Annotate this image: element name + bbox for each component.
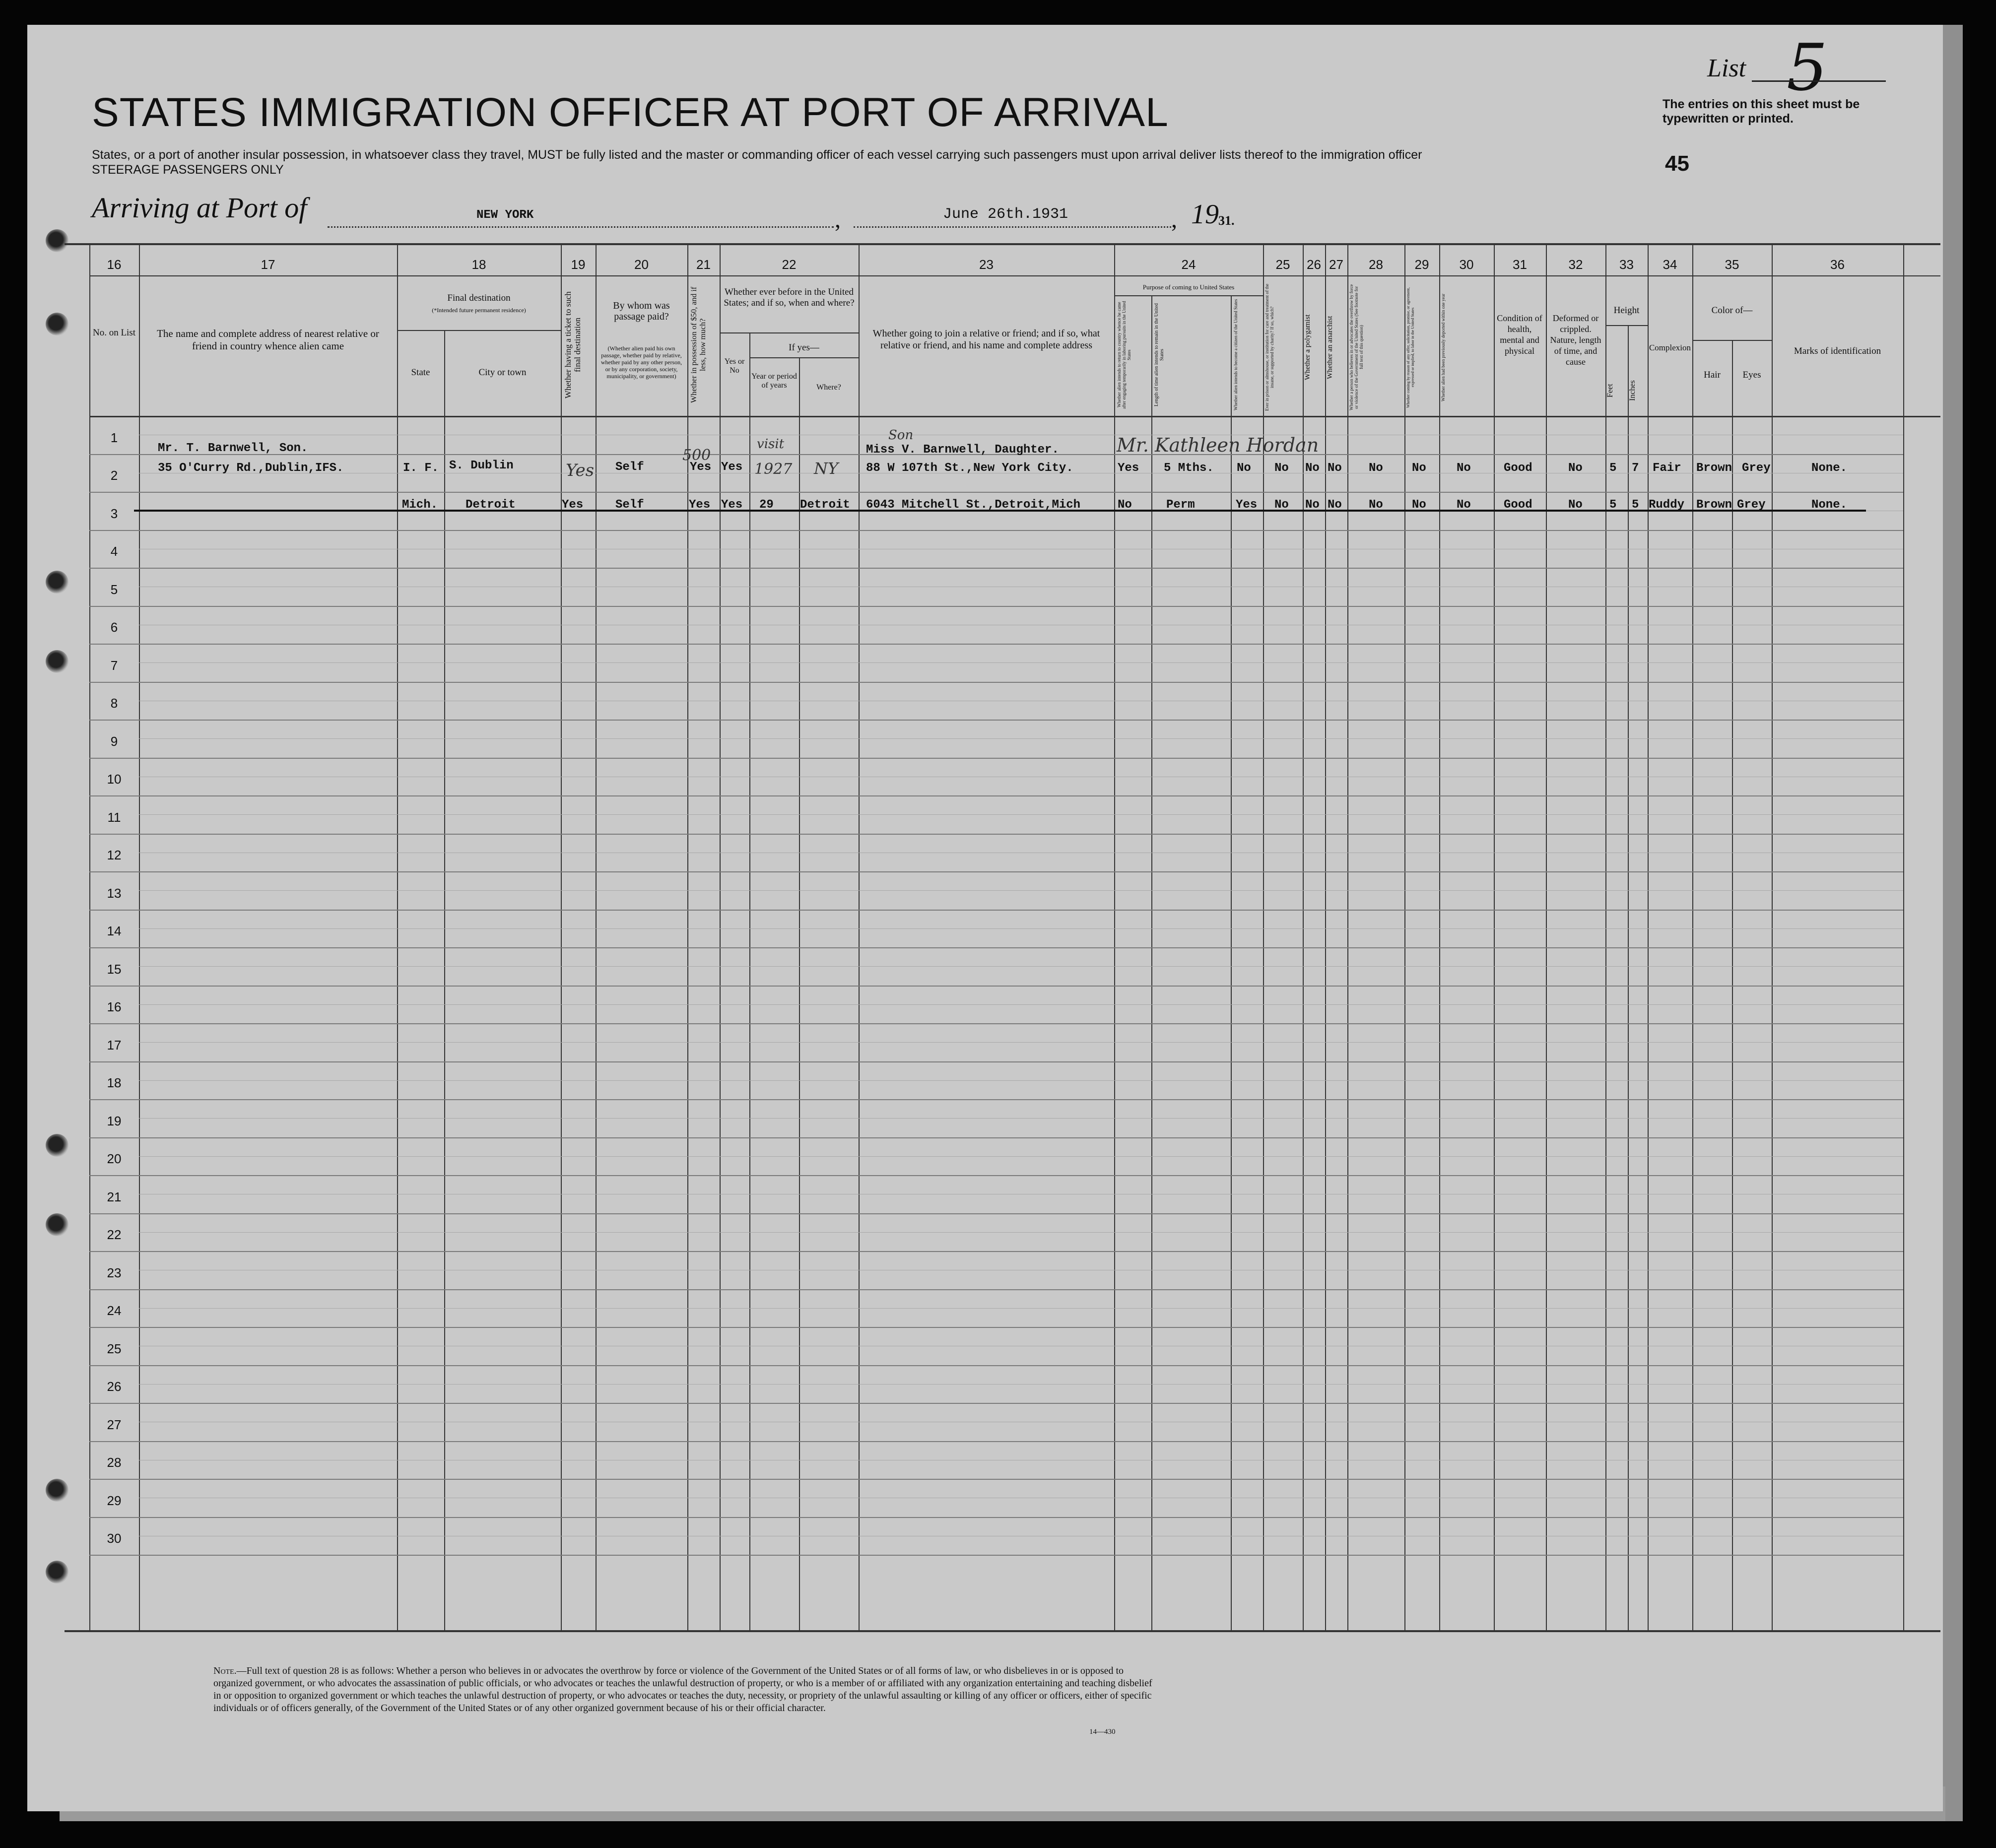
- header-marks: Marks of identification: [1794, 346, 1881, 356]
- header-bottom-rule: [89, 416, 1940, 417]
- row-mid-rule: [139, 1232, 1903, 1233]
- row-rule: [89, 1023, 1903, 1024]
- row-number: 7: [110, 658, 118, 673]
- row-number: 11: [107, 810, 121, 825]
- col-line: [1732, 340, 1733, 1630]
- colnum-25: 25: [1275, 257, 1290, 272]
- colnum-26: 26: [1307, 257, 1321, 272]
- row-number: 26: [107, 1379, 122, 1394]
- r1-feet: 5: [1609, 462, 1617, 475]
- header-overthrow: Whether a person who believes in or advocates the overthrow by force or violence of the Government of the United States (See footnote for full text of this question): [1349, 284, 1364, 411]
- r1-city: S. Dublin: [449, 459, 514, 472]
- colnum-32: 32: [1568, 257, 1583, 272]
- row-rule: [89, 720, 1903, 721]
- r1-state: I. F.: [403, 462, 439, 475]
- row-number: 27: [107, 1417, 122, 1432]
- r1-return: Yes: [1118, 462, 1139, 475]
- row-rule: [89, 795, 1903, 796]
- row-mid-rule: [139, 1118, 1903, 1119]
- r1-join-line2: 88 W 107th St.,New York City.: [866, 462, 1073, 475]
- binder-hole-icon: [46, 1561, 68, 1584]
- header-final-destination: Final destination: [447, 293, 511, 303]
- colnum-19: 19: [571, 257, 586, 272]
- header-color: Color of—: [1711, 305, 1753, 316]
- r1-inches: 7: [1632, 462, 1639, 475]
- r2-inches: 5: [1632, 498, 1639, 512]
- col-line: [1903, 243, 1904, 1630]
- col-line: [799, 357, 800, 1630]
- rule-height: [1605, 325, 1648, 326]
- colnum-16: 16: [107, 257, 122, 272]
- r1-money: Yes: [690, 461, 712, 474]
- port-line: [328, 226, 834, 228]
- r2-join-line1: 6043 Mitchell St.,Detroit,Mich: [866, 498, 1081, 512]
- instruction-text: States, or a port of another insular possession, in whatsoever class they travel, MUST be fully listed and the master or commanding officer of each vessel carrying such passengers must upon arrival deliver lists thereof to the immigration officer: [92, 148, 1422, 162]
- row-rule: [89, 1403, 1903, 1404]
- colnum-36: 36: [1830, 257, 1845, 272]
- r1-deformed: No: [1568, 462, 1583, 475]
- row-mid-rule: [139, 738, 1903, 739]
- header-ticket: Whether having a ticket to such final destination: [563, 291, 582, 398]
- col-line: [749, 332, 750, 1630]
- header-intends-return: Whether alien intends to return to country whence he came after engaging temporarily in laboring pursuits in the United States: [1117, 301, 1131, 409]
- row-number: 24: [107, 1303, 122, 1318]
- row-number: 10: [107, 772, 122, 787]
- header-height: Height: [1613, 305, 1640, 316]
- row-rule: [89, 1517, 1903, 1518]
- year-suffix: 31.: [1218, 213, 1235, 228]
- form-title: STATES IMMIGRATION OFFICER AT PORT OF ARRIVAL: [92, 90, 1169, 135]
- r2-where: Detroit: [800, 498, 850, 512]
- r1-polygamist: No: [1305, 462, 1320, 475]
- row-number: 14: [107, 924, 122, 938]
- header-passage-note: (Whether alien paid his own passage, whether paid by relative, whether paid by any other person, or by any corporation, society, municipality, or government): [600, 345, 682, 380]
- r1-overthrow: No: [1369, 462, 1383, 475]
- r1-year: 1927: [754, 461, 793, 478]
- header-eyes: Eyes: [1742, 370, 1761, 380]
- row-number: 21: [107, 1189, 122, 1204]
- row-number: 30: [107, 1531, 122, 1546]
- colnum-27: 27: [1329, 257, 1343, 272]
- list-underline: [1752, 80, 1886, 82]
- port-value: NEW YORK: [476, 208, 534, 222]
- footnote-label: Note.: [213, 1665, 237, 1676]
- row-rule: [89, 1061, 1903, 1062]
- colnum-29: 29: [1414, 257, 1429, 272]
- row-number: 13: [107, 886, 122, 901]
- row-rule: [89, 910, 1903, 911]
- row-rule: [89, 1441, 1903, 1442]
- colnum-34: 34: [1663, 257, 1677, 272]
- col-line: [1231, 295, 1232, 1630]
- row-mid-rule: [139, 1156, 1903, 1157]
- r1-complexion: Fair: [1653, 462, 1681, 475]
- row-rule: [89, 1327, 1903, 1328]
- row-rule: [89, 1175, 1903, 1176]
- header-anarchist: Whether an anarchist: [1326, 316, 1334, 379]
- row-number: 25: [107, 1341, 122, 1356]
- r1-deported: No: [1457, 462, 1471, 475]
- row-number: 5: [110, 582, 118, 597]
- binder-hole-icon: [46, 313, 68, 335]
- row-rule: [89, 1213, 1903, 1214]
- header-feet: Feet: [1606, 384, 1614, 398]
- arriving-label: Arriving at Port of: [92, 192, 307, 224]
- row-number: 20: [107, 1151, 122, 1166]
- colnum-31: 31: [1513, 257, 1527, 272]
- binder-hole-icon: [46, 571, 68, 594]
- colnum-17: 17: [261, 257, 275, 272]
- r2-year: 29: [759, 498, 774, 512]
- r2-deported: No: [1457, 498, 1471, 512]
- r2-ticket: Yes: [562, 498, 584, 512]
- r2-anarchist: No: [1328, 498, 1342, 512]
- steerage-label: STEERAGE PASSENGERS ONLY: [92, 163, 284, 177]
- r1-health: Good: [1504, 462, 1532, 475]
- row-rule: [89, 1289, 1903, 1290]
- header-polygamist: Whether a polygamist: [1304, 314, 1312, 381]
- colnum-21: 21: [696, 257, 711, 272]
- r2-deformed: No: [1568, 498, 1583, 512]
- header-length-stay: Length of time alien intends to remain in the United States: [1154, 303, 1165, 407]
- r2-city: Detroit: [466, 498, 516, 512]
- binder-hole-icon: [46, 650, 68, 673]
- row-rule: [89, 947, 1903, 948]
- r2-marks: None.: [1811, 498, 1848, 512]
- row-rule: [89, 758, 1903, 759]
- form-code: 14—430: [1089, 1728, 1116, 1736]
- row-mid-rule: [139, 1384, 1903, 1385]
- row-number: 28: [107, 1455, 122, 1470]
- r1-prison: No: [1274, 462, 1289, 475]
- colnum-28: 28: [1369, 257, 1383, 272]
- row-rule: [89, 1555, 1903, 1556]
- date-line: [854, 226, 1171, 228]
- header-money: Whether in possession of $50, and if less, how much?: [690, 286, 707, 403]
- row-number: 19: [107, 1114, 122, 1128]
- r2-feet: 5: [1609, 498, 1617, 512]
- col-line: [444, 330, 445, 1630]
- rule-final-dest: [397, 330, 561, 331]
- colnum-24: 24: [1181, 257, 1196, 272]
- r2-money: Yes: [689, 498, 711, 512]
- r1-length: 5 Mths.: [1164, 462, 1214, 475]
- r1-handwritten-note: Mr. Kathleen Hordan: [1117, 434, 1319, 456]
- r1-paid-by: Self: [615, 461, 644, 474]
- port-comma: ,: [835, 206, 841, 233]
- header-labor-offer: Whether coming by reason of any offer, solicitation, promise, or agreement, expressed or implied, to labor in the United States: [1406, 287, 1415, 408]
- r1-before: Yes: [721, 461, 743, 474]
- row-mid-rule: [139, 1004, 1903, 1005]
- header-become-citizen: Whether alien intends to become a citizen of the United States: [1233, 299, 1238, 411]
- header-city: City or town: [478, 367, 527, 378]
- header-join-relative: Whether going to join a relative or friend; and if so, what relative or friend, and his name and complete address: [872, 328, 1100, 351]
- header-deformed: Deformed or crippled. Nature, length of time, and cause: [1550, 313, 1601, 367]
- row-rule: [89, 644, 1903, 645]
- r2-eyes: Grey: [1737, 498, 1766, 512]
- date-comma: ,: [1171, 206, 1177, 233]
- r2-paid-by: Self: [615, 498, 644, 512]
- r1-offer: No: [1412, 462, 1426, 475]
- r1-relative-line1: Mr. T. Barnwell, Son.: [158, 442, 308, 455]
- table-top-border: [65, 243, 1940, 245]
- r2-overthrow: No: [1369, 498, 1383, 512]
- r1-marks: None.: [1811, 462, 1848, 475]
- row-number: 22: [107, 1227, 122, 1242]
- header-before-us: Whether ever before in the United States; and if so, when and where?: [724, 287, 855, 308]
- colnum-33: 33: [1619, 257, 1634, 272]
- r1-year-note: visit: [757, 437, 785, 452]
- row-number: 23: [107, 1265, 122, 1280]
- row-mid-rule: [139, 814, 1903, 815]
- r1-eyes: Grey: [1742, 462, 1771, 475]
- entries-note: The entries on this sheet must be typewritten or printed.: [1663, 97, 1860, 126]
- r2-health: Good: [1504, 498, 1532, 512]
- rule-if-yes: [749, 357, 859, 358]
- manifest-page: [27, 25, 1943, 1811]
- r1-anarchist: No: [1328, 462, 1342, 475]
- row-number: 1: [110, 430, 118, 445]
- row-number: 16: [107, 999, 122, 1014]
- year-prefix: 19: [1191, 199, 1219, 230]
- header-passage-paid: By whom was passage paid?: [613, 300, 670, 322]
- row-number: 3: [110, 506, 118, 521]
- row2-strikethrough: [134, 510, 1866, 512]
- row-number: 2: [110, 468, 118, 483]
- binder-hole-icon: [46, 229, 68, 252]
- row-mid-rule: [139, 1080, 1903, 1081]
- row-rule: [89, 1137, 1903, 1138]
- r1-relative-line2: 35 O'Curry Rd.,Dublin,IFS.: [158, 462, 344, 475]
- row-rule: [89, 1365, 1903, 1366]
- header-relative-address: The name and complete address of nearest relative or friend in country whence alien came: [157, 328, 379, 352]
- r1-citizen: No: [1237, 462, 1251, 475]
- header-state: State: [411, 367, 430, 378]
- r1-join-line1: Miss V. Barnwell, Daughter.: [866, 443, 1059, 457]
- rule-purpose: [1114, 295, 1263, 296]
- colnum-22: 22: [782, 257, 797, 272]
- header-no-on-list: No. on List: [92, 328, 136, 338]
- row-number: 8: [110, 696, 118, 711]
- arrival-date: June 26th.1931: [943, 206, 1068, 223]
- row-rule: [89, 568, 1903, 569]
- r2-prison: No: [1274, 498, 1289, 512]
- header-inches: Inches: [1628, 380, 1637, 401]
- column-number-rule: [89, 275, 1940, 276]
- row-number: 6: [110, 620, 118, 635]
- binder-hole-icon: [46, 1213, 68, 1236]
- header-where: Where?: [816, 383, 841, 392]
- row-rule: [89, 530, 1903, 531]
- colnum-30: 30: [1459, 257, 1474, 272]
- row-number: 18: [107, 1075, 122, 1090]
- r1-where: NY: [814, 459, 839, 478]
- row-mid-rule: [139, 1308, 1903, 1309]
- row-rule: [89, 986, 1903, 987]
- r1-join-note: Son: [888, 428, 914, 443]
- row-number: 15: [107, 962, 122, 977]
- r2-polygamist: No: [1305, 498, 1320, 512]
- colnum-23: 23: [979, 257, 994, 272]
- r2-state: Mich.: [402, 498, 438, 512]
- list-number: 5: [1787, 30, 1828, 105]
- row-number: 17: [107, 1038, 122, 1053]
- header-prison: Ever in prison or almshouse, or institution for care and treatment of the insane, or supported by charity? If so, which?: [1264, 283, 1274, 411]
- header-final-destination-note: (*Intended future permanent residence): [432, 307, 526, 314]
- footnote: [213, 1665, 1156, 1715]
- row-rule: [89, 834, 1903, 835]
- footnote-text: —Full text of question 28 is as follows: Whether a person who believes in or advocates the overthrow by force or violence of the Government of the United States or of all forms of law, or who disbelieves in or is opposed to organized government, or who advocates the assassination of public officials, or who advocates or teaches the unlawful destruction of property, or who is a member of or affiliated with any organization entertaining and teaching disbelief in or opposition to organized government or which teaches the unlawful destruction of property, or who advocates or teaches the duty, necessity, or propriety of the unlawful assaulting or killing of any officer or officers, either of specific individuals or of officers generally, of the Government of the United States or of any other organized government because of his or their official character.: [213, 1665, 1152, 1714]
- row-rule: [89, 492, 1903, 493]
- header-year: Year or period of years: [751, 372, 797, 390]
- sheet-number: 45: [1665, 151, 1689, 176]
- col-line: [1151, 295, 1152, 1630]
- row-number: 12: [107, 848, 122, 862]
- rule-before-us: [720, 332, 859, 333]
- row-rule: [89, 682, 1903, 683]
- row-rule: [89, 1251, 1903, 1252]
- r1-hair: Brown: [1696, 462, 1732, 475]
- header-health: Condition of health, mental and physical: [1497, 313, 1542, 356]
- r2-before: Yes: [721, 498, 743, 512]
- row-mid-rule: [139, 928, 1903, 929]
- row-number: 29: [107, 1493, 122, 1508]
- header-hair: Hair: [1704, 370, 1721, 380]
- header-if-yes: If yes—: [789, 342, 819, 353]
- row-number: 4: [110, 544, 118, 559]
- r2-hair: Brown: [1696, 498, 1732, 512]
- binder-hole-icon: [46, 1479, 68, 1502]
- r1-ticket: Yes: [566, 461, 595, 480]
- colnum-35: 35: [1725, 257, 1739, 272]
- row-rule: [89, 871, 1903, 872]
- r2-complexion: Ruddy: [1649, 498, 1685, 512]
- r2-offer: No: [1412, 498, 1426, 512]
- row-number: 9: [110, 734, 118, 749]
- row-rule: [89, 1479, 1903, 1480]
- row-rule: [89, 1099, 1903, 1100]
- row-mid-rule: [139, 966, 1903, 967]
- table-bottom-border: [65, 1630, 1940, 1632]
- header-complexion: Complexion: [1649, 343, 1691, 352]
- r2-return: No: [1118, 498, 1132, 512]
- colnum-18: 18: [471, 257, 486, 272]
- r2-length: Perm: [1166, 498, 1195, 512]
- list-label: List: [1707, 54, 1746, 82]
- row-mid-rule: [139, 662, 1903, 663]
- r1-money-amount: 500: [682, 447, 711, 464]
- row-mid-rule: [139, 1042, 1903, 1043]
- colnum-20: 20: [634, 257, 649, 272]
- header-purpose: Purpose of coming to United States: [1142, 283, 1235, 291]
- r2-citizen: Yes: [1236, 498, 1258, 512]
- header-deported: Whether alien had been previously deported within one year: [1441, 293, 1446, 401]
- binder-hole-icon: [46, 1134, 68, 1157]
- col-line: [1628, 325, 1629, 1630]
- header-yes-no: Yes or No: [724, 357, 745, 375]
- row-rule: [89, 606, 1903, 607]
- row-mid-rule: [139, 890, 1903, 891]
